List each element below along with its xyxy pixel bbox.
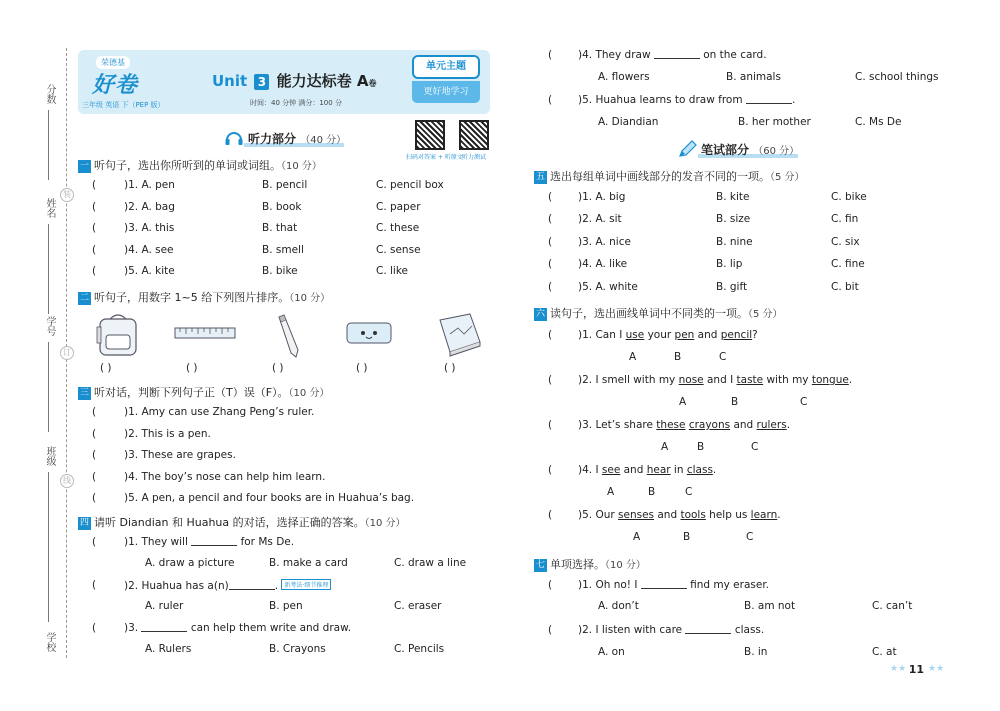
s4-question-4: )4. They draw on the card. <box>578 49 767 61</box>
statement-2: )2. This is a pen. <box>124 428 211 440</box>
answer-paren[interactable]: ( <box>92 622 97 634</box>
s4-question-1: )1. They will for Ms De. <box>124 536 295 548</box>
option-c: C. draw a line <box>394 557 467 569</box>
pencil-box-icon <box>346 320 392 349</box>
option-b: B. in <box>744 646 768 658</box>
question-4: )4. A. like <box>578 258 628 270</box>
answer-paren[interactable]: ( <box>92 536 97 548</box>
class-line <box>48 472 49 622</box>
star-icon: ★★ <box>928 664 945 674</box>
answer-paren[interactable]: ( <box>548 49 553 61</box>
question-2: )2. A. bag <box>124 201 175 213</box>
question-4: )4. A. see <box>124 244 174 256</box>
class-label: 班级 <box>44 446 55 466</box>
option-c: C. six <box>831 236 860 248</box>
unit-topic-badge <box>412 55 480 107</box>
unit-number: 3 <box>254 74 269 90</box>
score-label: 分数 <box>44 84 55 104</box>
answer-paren[interactable]: ( <box>548 191 553 203</box>
answer-paren[interactable]: ( <box>548 624 553 636</box>
qr-caption: 扫码对答案 + 听原文 <box>406 154 463 161</box>
option-a: A. Diandian <box>598 116 659 128</box>
s4-question-3: )3. can help them write and draw. <box>124 622 352 634</box>
answer-blank[interactable] <box>641 579 687 589</box>
answer-paren[interactable]: ( <box>92 265 97 277</box>
option-b: B. that <box>262 222 298 234</box>
option-a: A. ruler <box>145 600 184 612</box>
section-1-heading: 一 听句子，选出你所听到的单词或词组。（10 分） <box>79 159 322 172</box>
name-label: 姓名 <box>44 198 55 218</box>
answer-blank[interactable] <box>654 49 700 59</box>
pencil-icon <box>276 314 302 361</box>
headphones-icon <box>224 129 244 150</box>
brand-top: 荣德基 <box>96 56 130 69</box>
answer-paren[interactable]: ( <box>548 419 553 431</box>
answer-paren[interactable]: ( <box>548 329 553 341</box>
s6-sentence-4: )4. I see and hear in class. <box>578 464 717 476</box>
option-b: B. her mother <box>738 116 811 128</box>
section-7-heading: 七 单项选择。（10 分） <box>535 558 646 571</box>
binding-mark: 订 <box>60 346 74 360</box>
answer-paren[interactable]: ( <box>548 281 553 293</box>
answer-paren[interactable]: ( <box>92 179 97 191</box>
option-b: B. book <box>262 201 302 213</box>
section-3-heading: 三 听对话，判断下列句子正（T）误（F）。（10 分） <box>79 386 330 399</box>
answer-paren[interactable]: ( <box>548 374 553 386</box>
letter-c: C <box>685 486 693 498</box>
name-line <box>48 224 49 314</box>
answer-blank[interactable] <box>685 624 731 634</box>
picture-4-answer[interactable]: ( ) <box>356 362 368 374</box>
ruler-icon <box>174 326 236 343</box>
option-a: A. on <box>598 646 625 658</box>
letter-b: B <box>731 396 739 408</box>
answer-paren[interactable]: ( <box>548 258 553 270</box>
section-4-heading: 四 请听 Diandian 和 Huahua 的对话，选择正确的答案。（10 分） <box>79 516 406 529</box>
answer-paren[interactable]: ( <box>92 201 97 213</box>
question-3: )3. A. this <box>124 222 175 234</box>
statement-3: )3. These are grapes. <box>124 449 236 461</box>
answer-blank[interactable] <box>229 580 275 590</box>
s7-question-1: )1. Oh no! I find my eraser. <box>578 579 770 591</box>
question-1: )1. A. pen <box>124 179 175 191</box>
answer-blank[interactable] <box>746 94 792 104</box>
question-2: )2. A. sit <box>578 213 622 225</box>
score-line <box>48 110 49 180</box>
option-c: C. eraser <box>394 600 442 612</box>
s4-question-5: )5. Huahua learns to draw from . <box>578 94 796 106</box>
letter-a: A <box>679 396 687 408</box>
letter-a: A <box>629 351 637 363</box>
topic-title: 单元主题 <box>412 55 480 79</box>
option-c: C. pencil box <box>376 179 444 191</box>
unit-title: Unit 3 能力达标卷 A卷 <box>212 72 377 90</box>
answer-paren[interactable]: ( <box>92 492 97 504</box>
question-1: )1. A. big <box>578 191 626 203</box>
section-2-heading: 二 听句子，用数字 1~5 给下列图片排序。（10 分） <box>79 291 331 304</box>
option-c: C. these <box>376 222 420 234</box>
option-b: B. lip <box>716 258 743 270</box>
question-5: )5. A. kite <box>124 265 175 277</box>
brand-logo <box>82 54 164 112</box>
answer-blank[interactable] <box>191 536 237 546</box>
option-b: B. am not <box>744 600 796 612</box>
answer-paren[interactable]: ( <box>548 213 553 225</box>
s7-question-2: )2. I listen with care class. <box>578 624 765 636</box>
option-b: B. smell <box>262 244 304 256</box>
pencil-icon <box>678 140 698 161</box>
option-b: B. gift <box>716 281 748 293</box>
s6-sentence-3: )3. Let’s share these crayons and rulers. <box>578 419 791 431</box>
answer-paren[interactable]: ( <box>92 222 97 234</box>
letter-b: B <box>697 441 705 453</box>
option-b: B. bike <box>262 265 298 277</box>
answer-paren[interactable]: ( <box>92 449 97 461</box>
listening-part-heading: 听力部分 （40 分） <box>248 132 347 146</box>
answer-paren[interactable]: ( <box>548 94 553 106</box>
school-label: 学校 <box>44 632 55 652</box>
option-c: C. can’t <box>872 600 913 612</box>
s6-sentence-2: )2. I smell with my nose and I taste with my tongue. <box>578 374 853 386</box>
statement-4: )4. The boy’s nose can help him learn. <box>124 471 326 483</box>
option-a: A. draw a picture <box>145 557 235 569</box>
section-5-heading: 五 选出每组单词中画线部分的发音不同的一项。（5 分） <box>535 170 805 183</box>
qr-code-icon[interactable] <box>459 120 489 150</box>
answer-paren[interactable]: ( <box>548 464 553 476</box>
writing-part-heading: 笔试部分 （60 分） <box>701 143 800 157</box>
option-c: C. paper <box>376 201 421 213</box>
option-c: C. fin <box>831 213 859 225</box>
letter-c: C <box>719 351 727 363</box>
letter-a: A <box>633 531 641 543</box>
id-line <box>48 342 49 432</box>
letter-c: C <box>746 531 754 543</box>
section-6-heading: 六 读句子，选出画线单词中不同类的一项。（5 分） <box>535 307 783 320</box>
s6-sentence-5: )5. Our senses and tools help us learn. <box>578 509 781 521</box>
letter-b: B <box>683 531 691 543</box>
binding-mark: 装 <box>60 188 74 202</box>
bag-icon <box>94 311 142 360</box>
brand-main: 好卷 <box>92 73 139 98</box>
letter-c: C <box>751 441 759 453</box>
option-a: A. flowers <box>598 71 650 83</box>
picture-5-answer[interactable]: ( ) <box>444 362 456 374</box>
grade-label: 三年级 英语 下（PEP 版） <box>82 101 165 109</box>
book-icon <box>436 312 484 361</box>
letter-a: A <box>607 486 615 498</box>
option-b: B. pencil <box>262 179 308 191</box>
paper-version: A卷 <box>356 72 377 90</box>
option-a: A. Rulers <box>145 643 192 655</box>
option-c: C. sense <box>376 244 421 256</box>
option-c: C. like <box>376 265 409 277</box>
answer-paren[interactable]: ( <box>548 579 553 591</box>
star-icon: ★★ <box>890 664 907 674</box>
answer-blank[interactable] <box>141 622 187 632</box>
answer-paren[interactable]: ( <box>92 428 97 440</box>
answer-paren[interactable]: ( <box>92 244 97 256</box>
paper-title: 能力达标卷 <box>276 72 352 90</box>
picture-2-answer[interactable]: ( ) <box>186 362 198 374</box>
picture-3-answer[interactable]: ( ) <box>272 362 284 374</box>
id-label: 学号 <box>44 316 55 336</box>
s4-question-2: )2. Huahua has a(n) . 新考法·细节推理 <box>124 579 331 592</box>
option-c: C. fine <box>831 258 865 270</box>
answer-paren[interactable]: ( <box>92 406 97 418</box>
answer-paren[interactable]: ( <box>92 471 97 483</box>
option-c: C. Pencils <box>394 643 445 655</box>
letter-a: A <box>661 441 669 453</box>
letter-c: C <box>800 396 808 408</box>
picture-1-answer[interactable]: ( ) <box>100 362 112 374</box>
answer-paren[interactable]: ( <box>548 509 553 521</box>
question-5: )5. A. white <box>578 281 638 293</box>
topic-subtitle: 更好地学习 <box>412 81 480 103</box>
option-b: B. size <box>716 213 751 225</box>
option-a: A. don’t <box>598 600 639 612</box>
time-limit: 时间：40 分钟 满分：100 分 <box>250 99 342 107</box>
option-c: C. bit <box>831 281 859 293</box>
option-b: B. Crayons <box>269 643 326 655</box>
option-b: B. animals <box>726 71 781 83</box>
option-b: B. kite <box>716 191 750 203</box>
qr-code-icon[interactable] <box>415 120 445 150</box>
new-format-tag: 新考法·细节推理 <box>281 579 331 590</box>
answer-paren[interactable]: ( <box>548 236 553 248</box>
option-c: C. bike <box>831 191 867 203</box>
option-b: B. nine <box>716 236 753 248</box>
answer-paren[interactable]: ( <box>92 579 97 591</box>
binding-mark: 线 <box>60 474 74 488</box>
statement-5: )5. A pen, a pencil and four books are in Huahua’s bag. <box>124 492 415 504</box>
statement-1: )1. Amy can use Zhang Peng’s ruler. <box>124 406 315 418</box>
question-3: )3. A. nice <box>578 236 631 248</box>
option-c: C. at <box>872 646 897 658</box>
option-c: C. school things <box>855 71 939 83</box>
option-b: B. pen <box>269 600 303 612</box>
letter-b: B <box>648 486 656 498</box>
page-number: 11 <box>908 663 924 676</box>
letter-b: B <box>674 351 682 363</box>
option-b: B. make a card <box>269 557 348 569</box>
s6-sentence-1: )1. Can I use your pen and pencil? <box>578 329 758 341</box>
option-c: C. Ms De <box>855 116 902 128</box>
qr-caption: 听力测试 <box>462 154 487 161</box>
